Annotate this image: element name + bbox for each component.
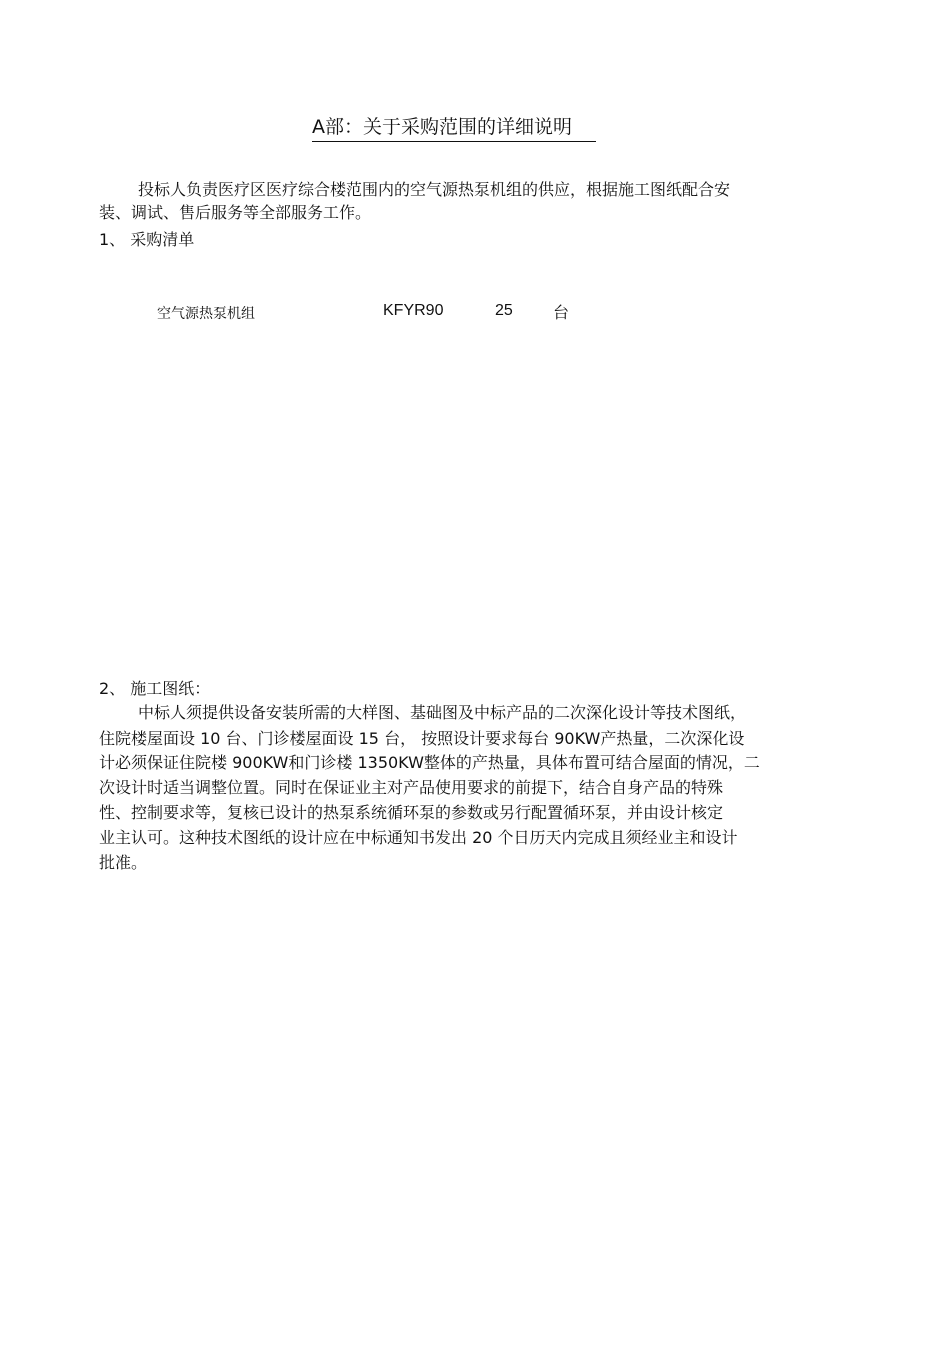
section-2-line-2: 住院楼屋面设 10 台、门诊楼屋面设 15 台， 按照设计要求每台 90KW产热量，二次深化设	[99, 729, 745, 748]
section-2-line-1: 中标人须提供设备安装所需的大样图、基础图及中标产品的二次深化设计等技术图纸，	[138, 703, 747, 722]
page-title: A部：关于采购范围的详细说明	[312, 114, 596, 142]
item-unit: 台	[553, 303, 570, 322]
item-model: KFYR90	[383, 302, 444, 319]
item-name: 空气源热泵机组	[157, 306, 255, 322]
section-2-line-6: 业主认可。这种技术图纸的设计应在中标通知书发出 20 个日历天内完成且须经业主和设计	[99, 828, 738, 847]
section-1-heading: 1、 采购清单	[99, 230, 195, 249]
item-qty: 25	[495, 302, 513, 319]
section-2-line-7: 批准。	[99, 853, 148, 872]
intro-line-2: 装、调试、售后服务等全部服务工作。	[99, 203, 372, 222]
section-2-heading: 2、 施工图纸：	[99, 679, 211, 698]
section-2-line-3: 计必须保证住院楼 900KW和门诊楼 1350KW整体的产热量，具体布置可结合屋面的情况，二	[99, 753, 760, 772]
section-2-line-4: 次设计时适当调整位置。同时在保证业主对产品使用要求的前提下，结合自身产品的特殊	[99, 778, 724, 797]
section-2-line-5: 性、控制要求等，复核已设计的热泵系统循环泵的参数或另行配置循环泵，并由设计核定	[99, 803, 724, 822]
intro-line-1: 投标人负责医疗区医疗综合楼范围内的空气源热泵机组的供应，根据施工图纸配合安	[138, 180, 731, 199]
